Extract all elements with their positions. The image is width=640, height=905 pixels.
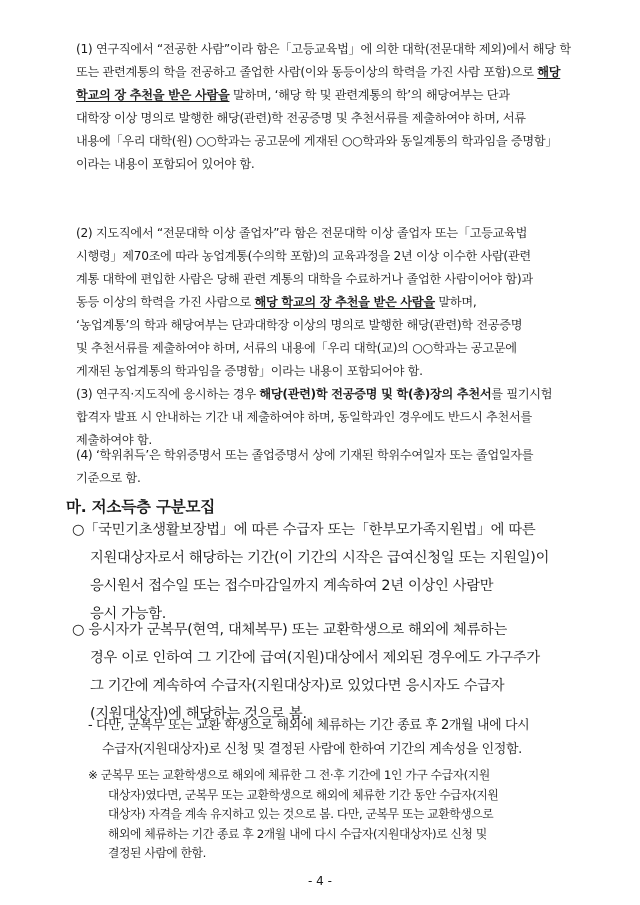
- emphasis-bold: 해당(관련)학 전공증명 및 학(총)장의 추천서: [259, 387, 492, 401]
- text-line: ※ 군복무 또는 교환학생으로 해외에 체류한 그 전·후 기간에 1인 가구 수급자(지원: [88, 768, 490, 782]
- emphasis-underline: 해당: [537, 65, 561, 79]
- text-run: 또는 관련계통의 학을 전공하고 졸업한 사람(이와 동등이상의 학력을 가진 사람 포함)으로: [76, 65, 538, 79]
- section-heading: 마. 저소득층 구분모집: [66, 498, 216, 516]
- text-line: 게재된 농업계통의 학과임을 증명함」이라는 내용이 포함되어야 함.: [76, 364, 423, 378]
- paragraph-item-4: [76, 444, 580, 490]
- text-line: ○ 응시자가 군복무(현역, 대체복무) 또는 교환학생으로 해외에 체류하는: [72, 622, 507, 638]
- text-line: 기준으로 함.: [76, 471, 141, 485]
- text-line: 대학장 이상 명의로 발행한 해당(관련)학 전공증명 및 추천서류를 제출하여야 하며, 서류: [76, 111, 526, 125]
- text-line: (1) 연구직에서 “전공한 사람”이라 함은「고등교육법」에 의한 대학(전문대학 제외)에서 해당 학: [76, 42, 571, 56]
- dash-paragraph: [88, 714, 588, 761]
- text-line: 응시원서 접수일 또는 접수마감일까지 계속하여 2년 이상인 사람만: [90, 578, 494, 594]
- text-line: [76, 84, 580, 107]
- text-line: - 다만, 군복무 또는 교환 학생으로 해외에 체류하는 기간 종료 후 2개월 내에 다시: [88, 718, 530, 733]
- text-run: 말하며, ‘해당 학 및 관련계통의 학’의 해당여부는 단과: [229, 88, 510, 102]
- text-line: 경우 이로 인하여 그 기간에 급여(지원)대상에서 제외된 경우에도 가구주가: [90, 650, 540, 666]
- text-line: 그 기간에 계속하여 수급자(지원대상자)로 있었다면 응시자도 수급자: [90, 678, 505, 694]
- text-line: 내용에「우리 대학(원) ○○학과는 공고문에 게재된 ○○학과와 동일계통의 학과임을 증명함」: [76, 134, 558, 148]
- text-line: 합격자 발표 시 안내하는 기간 내 제출하여야 하며, 동일학과인 경우에도 반드시 추천서를: [76, 410, 532, 424]
- bullet-paragraph-1: [72, 516, 592, 628]
- emphasis-underline: 해당 학교의 장 추천을 받은 사람을: [254, 295, 435, 309]
- text-run: 동등 이상의 학력을 가진 사람으로: [76, 295, 255, 309]
- paragraph-item-3: [76, 383, 580, 452]
- text-line: 및 추천서류를 제출하여야 하며, 서류의 내용에「우리 대학(교)의 ○○학과는 공고문에: [76, 341, 517, 355]
- bullet-paragraph-2: [72, 616, 592, 728]
- text-run: 말하며,: [434, 295, 477, 309]
- footnote: [88, 766, 588, 864]
- text-line: 해외에 체류하는 기간 종료 후 2개월 내에 다시 수급자(지원대상자)로 신청 및: [108, 826, 487, 841]
- text-line: 계통 대학에 편입한 사람은 당해 관련 계통의 대학을 수료하거나 졸업한 사람이어야 함)과: [76, 272, 533, 286]
- text-line: [76, 61, 580, 84]
- text-line: 제출하여야 함.: [76, 433, 152, 447]
- text-line: [76, 291, 580, 314]
- text-line: 결정된 사람에 한함.: [108, 846, 207, 860]
- text-line: ○「국민기초생활보장법」에 따른 수급자 또는「한부모가족지원법」에 따른: [72, 522, 536, 538]
- text-line: 지원대상자로서 해당하는 기간(이 기간의 시작은 급여신청일 또는 지원일)이: [90, 550, 550, 566]
- text-line: 대상자)였다면, 군복무 또는 교환학생으로 해외에 체류한 기간 동안 수급자(지원: [108, 787, 499, 802]
- text-line: 수급자(지원대상자)로 신청 및 결정된 사람에 한하여 기간의 계속성을 인정함.: [102, 741, 522, 757]
- text-line: 이라는 내용이 포함되어 있어야 함.: [76, 157, 255, 171]
- text-run: (3) 연구직·지도직에 응시하는 경우: [76, 387, 260, 401]
- paragraph-item-1: [76, 38, 580, 176]
- text-line: 대상자) 자격을 계속 유지하고 있는 것으로 봄. 다만, 군복무 또는 교환학생으로: [108, 807, 494, 821]
- text-line: (2) 지도직에서 “전문대학 이상 졸업자”라 함은 전문대학 이상 졸업자 또는「고등교육법: [76, 226, 528, 240]
- paragraph-item-2: [76, 222, 580, 383]
- text-line: ‘농업계통’의 학과 해당여부는 단과대학장 이상의 명의로 발행한 해당(관련)학 전공증명: [76, 318, 523, 332]
- emphasis-underline: 학교의 장 추천을 받은 사람을: [76, 88, 230, 102]
- text-line: 시행령」제70조에 따라 농업계통(수의학 포함)의 교육과정을 2년 이상 이수한 사람(관련: [76, 249, 531, 263]
- text-line: [76, 383, 580, 406]
- text-line: (지원대상자)에 해당하는 것으로 봄.: [90, 706, 307, 722]
- text-run: 를 필기시험: [491, 387, 553, 401]
- text-line: (4) ‘학위취득’은 학위증명서 또는 졸업증명서 상에 기재된 학위수여일자 또는 졸업일자를: [76, 448, 534, 462]
- text-line: 응시 가능함.: [90, 606, 167, 622]
- page-number: - 4 -: [308, 874, 332, 888]
